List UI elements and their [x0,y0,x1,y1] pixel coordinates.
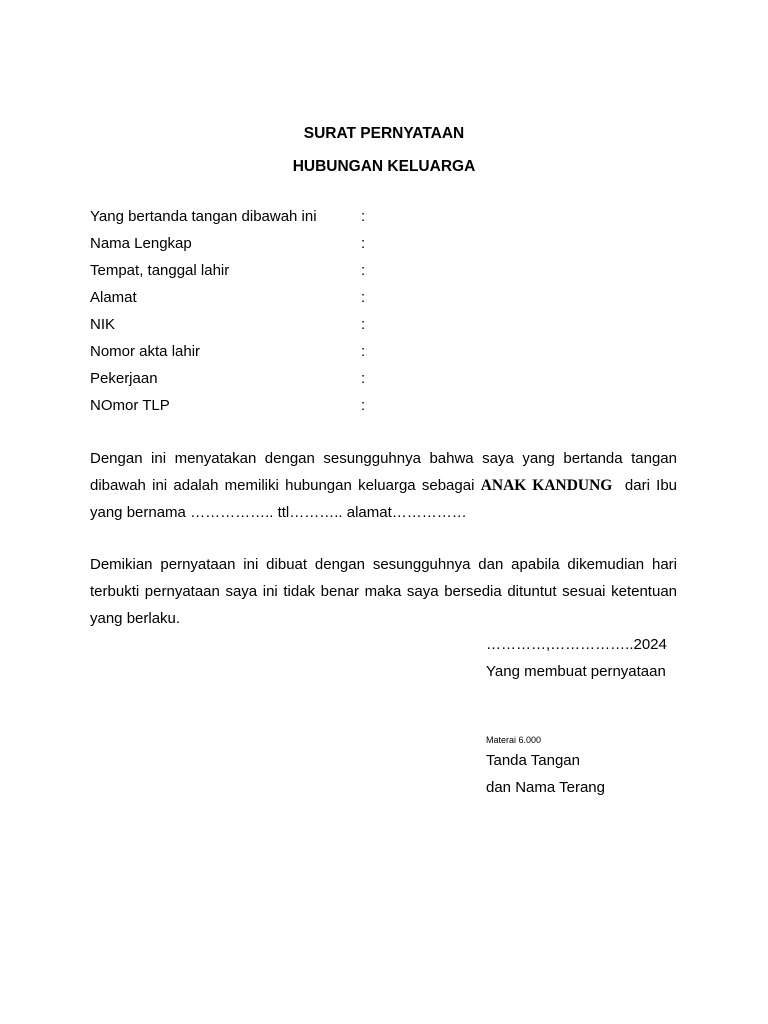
signature-label: Tanda Tangan [486,752,580,769]
document-title: SURAT PERNYATAAN [303,125,465,142]
field-label: Nama Lengkap [90,235,192,252]
relationship-emphasis: ANAK KANDUNG [480,477,613,494]
field-label: Nomor akta lahir [90,343,201,360]
name-label: dan Nama Terang [486,779,605,796]
paragraph-line [90,472,677,499]
field-colon: : [361,289,366,306]
field-label: Tempat, tanggal lahir [90,262,230,279]
paragraph-line: terbukti pernyataan saya ini tidak benar maka saya bersedia dituntut sesuai ketentuan [90,583,677,600]
field-label: Yang bertanda tangan dibawah ini [90,208,317,225]
paragraph-line: yang berlaku. [90,610,181,627]
closing-paragraph [90,551,677,632]
signature-date: …………,……………..2024 [486,636,667,653]
field-label: Pekerjaan [90,370,158,387]
field-colon: : [361,343,366,360]
stamp-label: Materai 6.000 [486,735,542,745]
field-colon: : [361,397,366,414]
paragraph-line: yang bernama …………….. ttl……….. alamat…………… [90,504,467,521]
field-label: Alamat [90,289,137,306]
statement-paragraph [90,445,677,526]
field-colon: : [361,208,366,225]
document-subtitle: HUBUNGAN KELUARGA [292,158,476,175]
field-colon: : [361,235,366,252]
paragraph-text: dari Ibu [624,477,678,494]
field-colon: : [361,370,366,387]
field-label: NIK [90,316,116,333]
paragraph-line: Demikian pernyataan ini dibuat dengan sesungguhnya dan apabila dikemudian hari [90,556,677,573]
signature-maker: Yang membuat pernyataan [486,663,666,680]
paragraph-line: Dengan ini menyatakan dengan sesungguhnya bahwa saya yang bertanda tangan [90,450,677,467]
field-label: NOmor TLP [90,397,170,414]
paragraph-text: dibawah ini adalah memiliki hubungan keluarga sebagai [90,477,475,494]
field-colon: : [361,316,366,333]
field-colon: : [361,262,366,279]
